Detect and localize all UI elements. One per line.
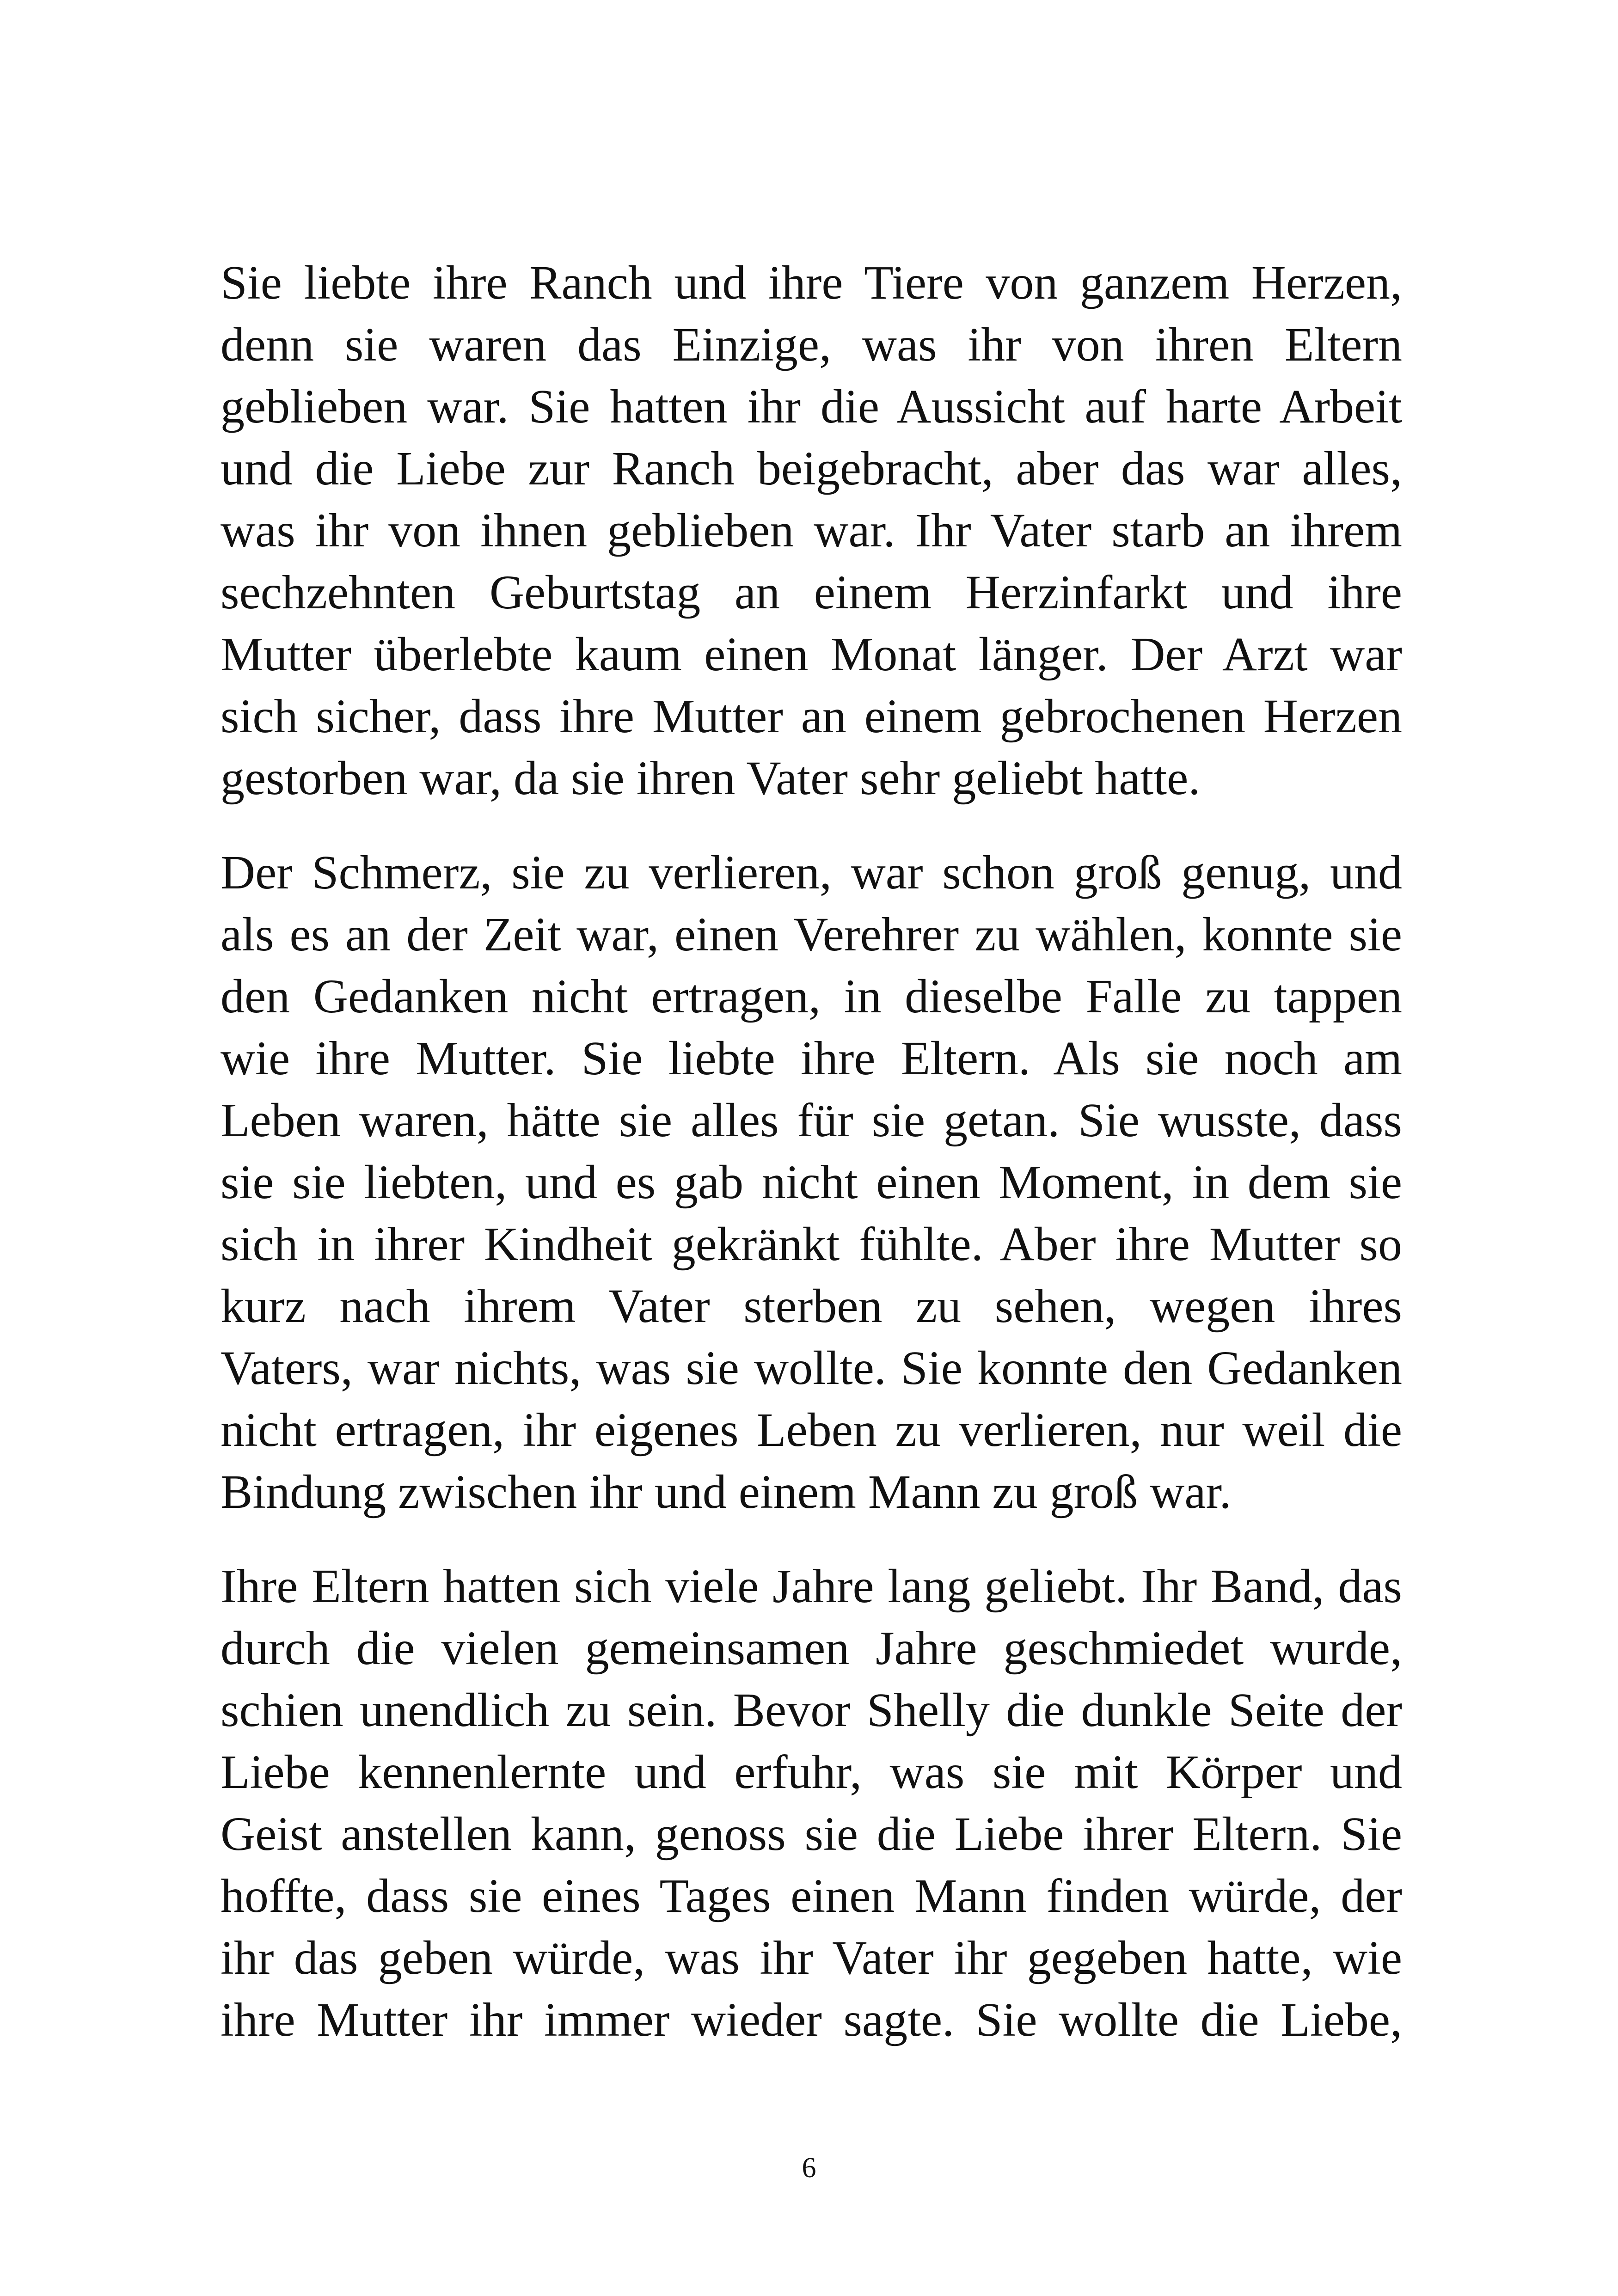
text-line: Der Schmerz, sie zu verlieren, war schon groß genug, und [221, 846, 1402, 899]
text-line: hoffte, dass sie eines Tages einen Mann finden würde, der [221, 1869, 1402, 1923]
text-line: sie sie liebten, und es gab nicht einen Moment, in dem sie [221, 1156, 1402, 1209]
text-line: Leben waren, hätte sie alles für sie getan. Sie wusste, dass [221, 1094, 1402, 1147]
text-line: schien unendlich zu sein. Bevor Shelly die dunkle Seite der [221, 1684, 1402, 1737]
text-line: denn sie waren das Einzige, was ihr von ihren Eltern [221, 318, 1402, 371]
text-line: was ihr von ihnen geblieben war. Ihr Vater starb an ihrem [221, 504, 1402, 557]
text-line: ihr das geben würde, was ihr Vater ihr gegeben hatte, wie [221, 1931, 1402, 1984]
text-line: sich in ihrer Kindheit gekränkt fühlte. Aber ihre Mutter so [221, 1218, 1402, 1271]
text-line: gestorben war, da sie ihren Vater sehr geliebt hatte. [221, 752, 1201, 805]
page-number: 6 [802, 2152, 816, 2184]
body-text [221, 252, 1402, 2083]
text-line: Sie liebte ihre Ranch und ihre Tiere von ganzem Herzen, [221, 256, 1402, 309]
paragraph [221, 1555, 1402, 2051]
text-line: ihre Mutter ihr immer wieder sagte. Sie wollte die Liebe, [221, 1993, 1402, 2046]
text-line: Vaters, war nichts, was sie wollte. Sie konnte den Gedanken [221, 1341, 1402, 1395]
text-line: Liebe kennenlernte und erfuhr, was sie mit Körper und [221, 1745, 1402, 1799]
text-line: den Gedanken nicht ertragen, in dieselbe Falle zu tappen [221, 970, 1402, 1023]
text-line: sechzehnten Geburtstag an einem Herzinfarkt und ihre [221, 566, 1402, 619]
text-line: nicht ertragen, ihr eigenes Leben zu verlieren, nur weil die [221, 1403, 1402, 1457]
text-line: geblieben war. Sie hatten ihr die Aussicht auf harte Arbeit [221, 380, 1402, 433]
text-line: Ihre Eltern hatten sich viele Jahre lang geliebt. Ihr Band, das [221, 1560, 1402, 1613]
text-line: Mutter überlebte kaum einen Monat länger. Der Arzt war [221, 628, 1402, 681]
text-line: wie ihre Mutter. Sie liebte ihre Eltern. Als sie noch am [221, 1032, 1402, 1085]
text-line: sich sicher, dass ihre Mutter an einem gebrochenen Herzen [221, 690, 1402, 743]
text-line: und die Liebe zur Ranch beigebracht, aber das war alles, [221, 442, 1402, 495]
paragraph [221, 842, 1402, 1523]
text-line: als es an der Zeit war, einen Verehrer zu wählen, konnte sie [221, 908, 1402, 961]
text-line: Geist anstellen kann, genoss sie die Liebe ihrer Eltern. Sie [221, 1807, 1402, 1861]
text-line: durch die vielen gemeinsamen Jahre geschmiedet wurde, [221, 1622, 1402, 1675]
paragraph [221, 252, 1402, 809]
text-line: Bindung zwischen ihr und einem Mann zu groß war. [221, 1465, 1232, 1518]
text-line: kurz nach ihrem Vater sterben zu sehen, wegen ihres [221, 1280, 1402, 1333]
